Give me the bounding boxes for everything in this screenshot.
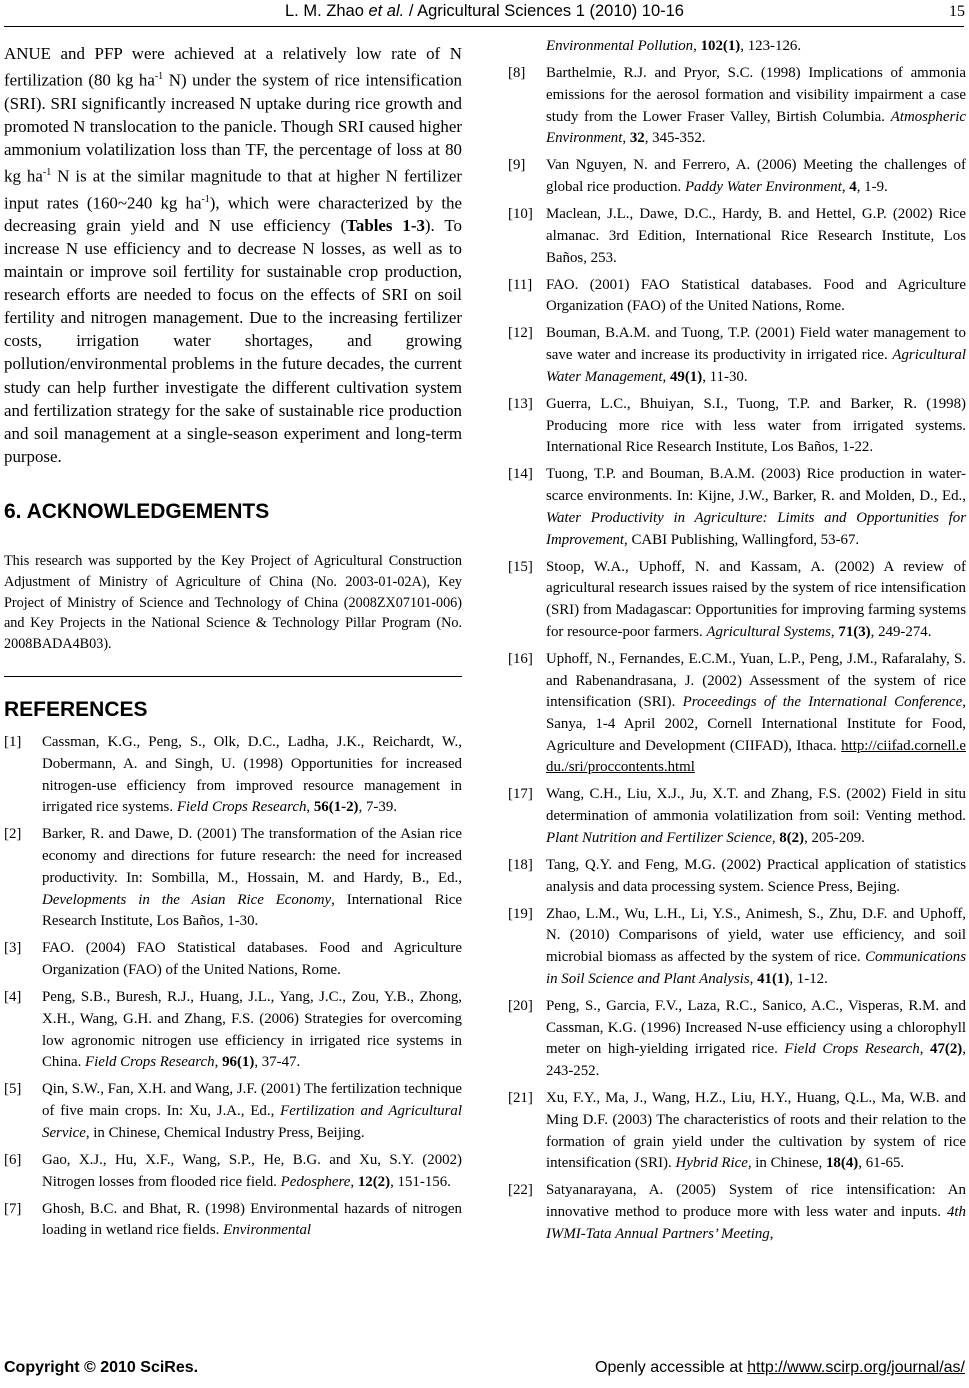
reference-citation: Guerra, L.C., Bhuiyan, S.I., Tuong, T.P. and Barker, R. (1998) Producing more rice with less water from irrigated systems. International Rice Research Institute, Los Baños, 1-22. (546, 395, 966, 456)
reference-list-right (508, 63, 966, 1245)
running-header (0, 2, 969, 24)
reference-item (508, 464, 966, 551)
reference-citation: Peng, S.B., Buresh, R.J., Huang, J.L., Yang, J.C., Zou, Y.B., Zhong, X.H., Wang, G.H. and Zhang, F.S. (2006) Strategies for overcoming low agronomic nitrogen use efficiency in irrigated rice systems in China. (42, 989, 462, 1071)
reference-pages: , Sanya, 1-4 April 2002, Cornell International Institute for Food, Agriculture and Development (CIIFAD), Ithaca. (546, 694, 966, 754)
reference-pages: , CABI Publishing, Wallingford, 53-67. (624, 531, 860, 548)
reference-number: [18] (508, 856, 533, 873)
reference-item (508, 275, 966, 318)
reference-item (508, 1088, 966, 1175)
left-column (4, 42, 462, 1247)
page-footer (0, 1359, 969, 1383)
reference-separator: , (214, 1054, 223, 1071)
running-title-authors: L. M. Zhao (285, 2, 369, 20)
reference-number: [6] (4, 1151, 22, 1168)
reference-pages: , 11-30. (702, 368, 748, 385)
reference-number: [5] (4, 1081, 22, 1098)
reference-citation: Maclean, J.L., Dawe, D.C., Hardy, B. and Hettel, G.P. (2002) Rice almanac. 3rd Edition, International Rice Research Institute, Los Baños, 253. (546, 206, 966, 266)
reference-text (546, 649, 966, 779)
reference-citation: Uphoff, N., Fernandes, E.C.M., Yuan, L.P., Peng, J.M., Rafaralahy, S. and Rabenandrasana, J. (2002) Assessment of the system of rice intensification (SRI). (546, 650, 966, 711)
reference-text (546, 996, 966, 1083)
reference-item (508, 1180, 966, 1245)
reference-citation: Qin, S.W., Fan, X.H. and Wang, J.F. (2001) The fertilization technique of five main crops. In: Xu, J.A., Ed., (42, 1081, 462, 1120)
reference-journal: Proceedings of the International Conference (682, 694, 963, 711)
reference-citation: FAO. (2001) FAO Statistical databases. Food and Agriculture Organization (FAO) of the United Nations, Rome. (546, 276, 966, 315)
reference-volume: 41(1) (757, 970, 790, 987)
reference-text (546, 323, 966, 388)
reference-volume: 47(2) (930, 1041, 963, 1058)
reference-item (4, 824, 462, 933)
reference-citation: Gao, X.J., Hu, X.F., Wang, S.P., He, B.G. and Xu, S.Y. (2002) Nitrogen losses from flooded rice field. (42, 1151, 462, 1190)
reference-citation: Van Nguyen, N. and Ferrero, A. (2006) Meeting the challenges of global rice production. (546, 157, 966, 195)
reference-link[interactable]: http://ciifad.cornell.edu./sri/proccontents.html (546, 737, 966, 776)
reference-list-left (4, 732, 462, 1242)
reference-journal: Agricultural Water Management (546, 347, 966, 385)
reference-number: [11] (508, 276, 533, 293)
reference-item (4, 1150, 462, 1193)
reference-pages: , 61-65. (858, 1155, 905, 1172)
reference-text (42, 1199, 462, 1242)
reference-pages: , 37-47. (254, 1054, 301, 1071)
reference-journal: Hybrid Rice (675, 1155, 748, 1172)
reference-separator: , (771, 829, 780, 846)
reference-text (546, 63, 966, 150)
reference-text (42, 824, 462, 933)
reference-volume: 8(2) (779, 829, 805, 846)
references-heading: REFERENCES (4, 698, 148, 722)
reference-text (546, 204, 966, 269)
reference-journal: Field Crops Research (784, 1041, 920, 1058)
reference-journal: Pedosphere (280, 1173, 351, 1190)
reference-citation: Xu, F.Y., Ma, J., Wang, H.Z., Liu, H.Y., Huang, Q.L., Ma, W.B. and Ming D.F. (2003) The characteristics of roots and their relation to the formation of grain yield under the cultivation by system of rice intensification (SRI). (546, 1090, 966, 1172)
reference-pages: , 151-156. (390, 1173, 451, 1190)
reference-journal: Field Crops Research (176, 799, 307, 816)
reference-citation: Tuong, T.P. and Bouman, B.A.M. (2003) Rice production in water-scarce environments. In: Kijne, J.W., Barker, R. and Molden, D., Ed., (546, 466, 966, 505)
footer-copyright: Copyright © 2010 SciRes. (4, 1359, 199, 1376)
tables-link[interactable]: Tables 1-3 (346, 216, 425, 236)
reference-item (508, 63, 966, 150)
reference-item (508, 904, 966, 991)
reference-text (42, 1079, 462, 1144)
reference-number: [22] (508, 1182, 533, 1199)
reference-number: [10] (508, 206, 533, 223)
reference-volume: 96(1) (222, 1054, 255, 1071)
reference-citation: Ghosh, B.C. and Bhat, R. (1998) Environmental hazards of nitrogen loading in wetland rice fields. (42, 1200, 462, 1239)
reference-pages: , 345-352. (644, 130, 706, 147)
reference-number: [14] (508, 466, 533, 483)
reference-citation: FAO. (2004) FAO Statistical databases. Food and Agriculture Organization (FAO) of the United Nations, Rome. (42, 940, 462, 979)
reference-item (508, 855, 966, 898)
reference-citation: Tang, Q.Y. and Feng, M.G. (2002) Practical application of statistics analysis and data processing system. Science Press, Bejing. (546, 856, 966, 895)
reference-separator: , (350, 1173, 358, 1190)
reference-text (546, 394, 966, 459)
reference-item (508, 204, 966, 269)
reference-number: [7] (4, 1200, 22, 1217)
reference-journal: Fertilization and Agricultural Service (42, 1103, 462, 1141)
reference-text (546, 904, 966, 991)
reference-text (546, 557, 966, 644)
reference-item (4, 1199, 462, 1242)
running-title-journal: / Agricultural Sciences 1 (2010) 10-16 (404, 2, 684, 20)
references-rule (4, 676, 462, 677)
reference-citation: Wang, C.H., Liu, X.J., Ju, X.T. and Zhang, F.S. (2002) Field in situ determination of ammonia volatilization from soil: Venting method. (546, 786, 966, 825)
reference-number: [21] (508, 1090, 533, 1107)
reference-separator: , (841, 179, 850, 195)
reference-separator: , (662, 368, 670, 385)
reference-item (508, 323, 966, 388)
reference-7-volume: 102(1) (700, 38, 741, 54)
reference-item (4, 1079, 462, 1144)
page-number: 15 (949, 3, 965, 20)
reference-journal: Plant Nutrition and Fertilizer Science (546, 829, 772, 846)
reference-text (546, 275, 966, 318)
conclusion-paragraph: ANUE and PFP were achieved at a relatively low rate of N fertilization (80 kg $ha^{-1}$ N) under the system of rice intensification (SRI). SRI significantly increased N uptake during rice growth and promoted N translocation to the panicle. Though SRI caused higher ammonium volatilization loss than TF, the percentage of loss at 80 kg $ha^{-1}$ N is at the similar magnitude to that at higher N fertilizer input rates (160~240 kg $ha^{-1}$), which were characterized by the decreasing grain yield and N use efficiency (Tables 1-3). To increase N use efficiency and to decrease N losses, as well as to maintain or improve soil fertility for sustainable crop production, research efforts are needed to focus on the effects of SRI on soil fertility and nitrogen management. Due to the increasing fertilizer costs, irrigation water shortages, and growing pollution/environmental problems in the future decades, the current study can help further investigate the different cultivation system and fertilization strategy for the sake of sustainable rice production and soil management at a single-season experiment and long-term purpose. (4, 44, 463, 466)
reference-number: [16] (508, 650, 533, 667)
reference-item (508, 155, 966, 198)
reference-separator: , (622, 130, 630, 147)
reference-number: [3] (4, 940, 22, 957)
reference-number: [17] (508, 786, 533, 803)
reference-journal: Communications in Soil Science and Plant Analysis (546, 949, 966, 987)
reference-7-pages: , 123-126. (740, 38, 802, 54)
reference-volume: 12(2) (357, 1173, 391, 1190)
reference-volume: 71(3) (838, 623, 871, 640)
journal-link[interactable]: http://www.scirp.org/journal/as/ (747, 1359, 965, 1376)
reference-citation: Stoop, W.A., Uphoff, N. and Kassam, A. (2002) A review of agricultural research issues raised by the system of rice intensification (SRI) from Madagascar: Opportunities for improving farming systems for resource-poor farmers. (546, 558, 966, 640)
reference-number: [15] (508, 558, 533, 575)
reference-journal: Paddy Water Environment (684, 179, 842, 195)
acknowledgements-heading: 6. ACKNOWLEDGEMENTS (4, 499, 270, 523)
reference-separator: , (749, 970, 758, 987)
reference-pages: , 243-252. (546, 1041, 966, 1080)
reference-text (42, 1150, 462, 1193)
reference-volume: 18(4) (825, 1155, 859, 1172)
reference-separator: , in Chinese, (747, 1155, 826, 1172)
reference-journal: Field Crops Research (85, 1054, 215, 1071)
reference-text (42, 732, 462, 819)
reference-pages: , 249-274. (870, 623, 932, 640)
reference-pages: , 7-39. (358, 799, 397, 816)
reference-journal: 4th IWMI-Tata Annual Partners’ Meeting (546, 1204, 966, 1242)
running-title-etal: et al. (368, 2, 405, 20)
reference-journal: Environmental (223, 1222, 312, 1239)
reference-item (508, 996, 966, 1083)
reference-volume: 4 (849, 179, 857, 195)
reference-number: [19] (508, 905, 533, 922)
reference-item (4, 938, 462, 981)
reference-7-continuation: Environmental Pollution, 102(1), 123-126. (546, 38, 802, 54)
reference-volume: 49(1) (669, 368, 703, 385)
reference-journal: Water Productivity in Agriculture: Limits and Opportunities for Improvement (546, 509, 966, 548)
reference-text (42, 987, 462, 1074)
reference-separator: , (830, 623, 839, 640)
reference-citation: Peng, S., Garcia, F.V., Laza, R.C., Sanico, A.C., Visperas, R.M. and Cassman, K.G. (1996) Increased N-use efficiency using a chlorophyll meter on high-yielding irrigated rice. (546, 997, 966, 1058)
reference-pages: , 1-12. (789, 970, 828, 987)
reference-pages: , 205-209. (804, 829, 865, 846)
reference-citation: Zhao, L.M., Wu, L.H., Li, Y.S., Animesh, S., Zhu, D.F. and Uphoff, N. (2010) Comparisons of yield, water use efficiency, and soil microbial biomass as affected by the system of rice. (546, 905, 966, 966)
reference-item (4, 732, 462, 819)
reference-citation: Cassman, K.G., Peng, S., Olk, D.C., Ladha, J.K., Reichardt, W., Dobermann, A. and Singh, U. (1998) Opportunities for increased nitrogen-use efficiency from improved resource management in irrigated rice systems. (42, 734, 462, 816)
reference-journal: Agricultural Systems (706, 623, 831, 640)
reference-separator: , (306, 799, 314, 816)
reference-text (546, 784, 966, 849)
reference-number: [9] (508, 157, 526, 174)
reference-number: [8] (508, 65, 526, 82)
reference-citation: Satyanarayana, A. (2005) System of rice intensification: An innovative method to produce more with less water and inputs. (546, 1182, 966, 1221)
reference-separator: , (919, 1041, 930, 1058)
reference-volume: 32 (629, 130, 645, 147)
reference-number: [1] (4, 734, 22, 751)
reference-7-journal: Environmental Pollution (546, 38, 694, 54)
reference-number: [12] (508, 325, 533, 342)
reference-item (508, 784, 966, 849)
reference-item (508, 394, 966, 459)
reference-number: [2] (4, 826, 22, 843)
running-title (0, 2, 969, 21)
reference-text (546, 1088, 966, 1175)
reference-citation: Bouman, B.A.M. and Tuong, T.P. (2001) Field water management to save water and increase its productivity in irrigated rice. (546, 325, 966, 364)
reference-pages: , in Chinese, Chemical Industry Press, Beijing. (85, 1124, 365, 1141)
reference-citation: Barthelmie, R.J. and Pryor, S.C. (1998) Implications of ammonia emissions for the aerosol formation and visibility impairment a case study from the Lower Fraser Valley, Birtish Columbia. (546, 65, 966, 125)
reference-volume: 56(1-2) (313, 799, 359, 816)
reference-number: [13] (508, 395, 533, 412)
reference-number: [20] (508, 997, 533, 1014)
reference-item (4, 987, 462, 1074)
reference-journal: Developments in the Asian Rice Economy (42, 891, 332, 908)
reference-text (546, 1180, 966, 1245)
reference-text (546, 155, 966, 198)
footer-access-label: Openly accessible at (595, 1359, 748, 1376)
right-column (508, 36, 966, 1251)
reference-pages: , International Rice Research Institute, Los Baños, 1-30. (42, 891, 463, 930)
reference-journal: Atmospheric Environment (546, 108, 966, 147)
header-rule (4, 26, 964, 27)
reference-number: [4] (4, 989, 22, 1006)
reference-text (42, 938, 462, 981)
footer-access (595, 1359, 965, 1377)
reference-citation: Barker, R. and Dawe, D. (2001) The transformation of the Asian rice economy and directions for future research: the need for increased productivity. In: Sombilla, M., Hossain, M. and Hardy, B., Ed., (42, 826, 462, 886)
reference-pages: , 1-9. (856, 179, 888, 195)
reference-text (546, 855, 966, 898)
reference-text (546, 464, 966, 551)
reference-item (508, 557, 966, 644)
acknowledgements-text: This research was supported by the Key Project of Agricultural Construction Adjustment of Ministry of Agriculture of China (No. 2003-01-02A), Key Project of Ministry of Science and Technology of China (2008ZX07101-006) and Key Projects in the National Science & Technology Pillar Program (No. 2008BADA4B03). (4, 552, 462, 653)
reference-item (508, 649, 966, 779)
reference-pages: , (769, 1225, 774, 1242)
